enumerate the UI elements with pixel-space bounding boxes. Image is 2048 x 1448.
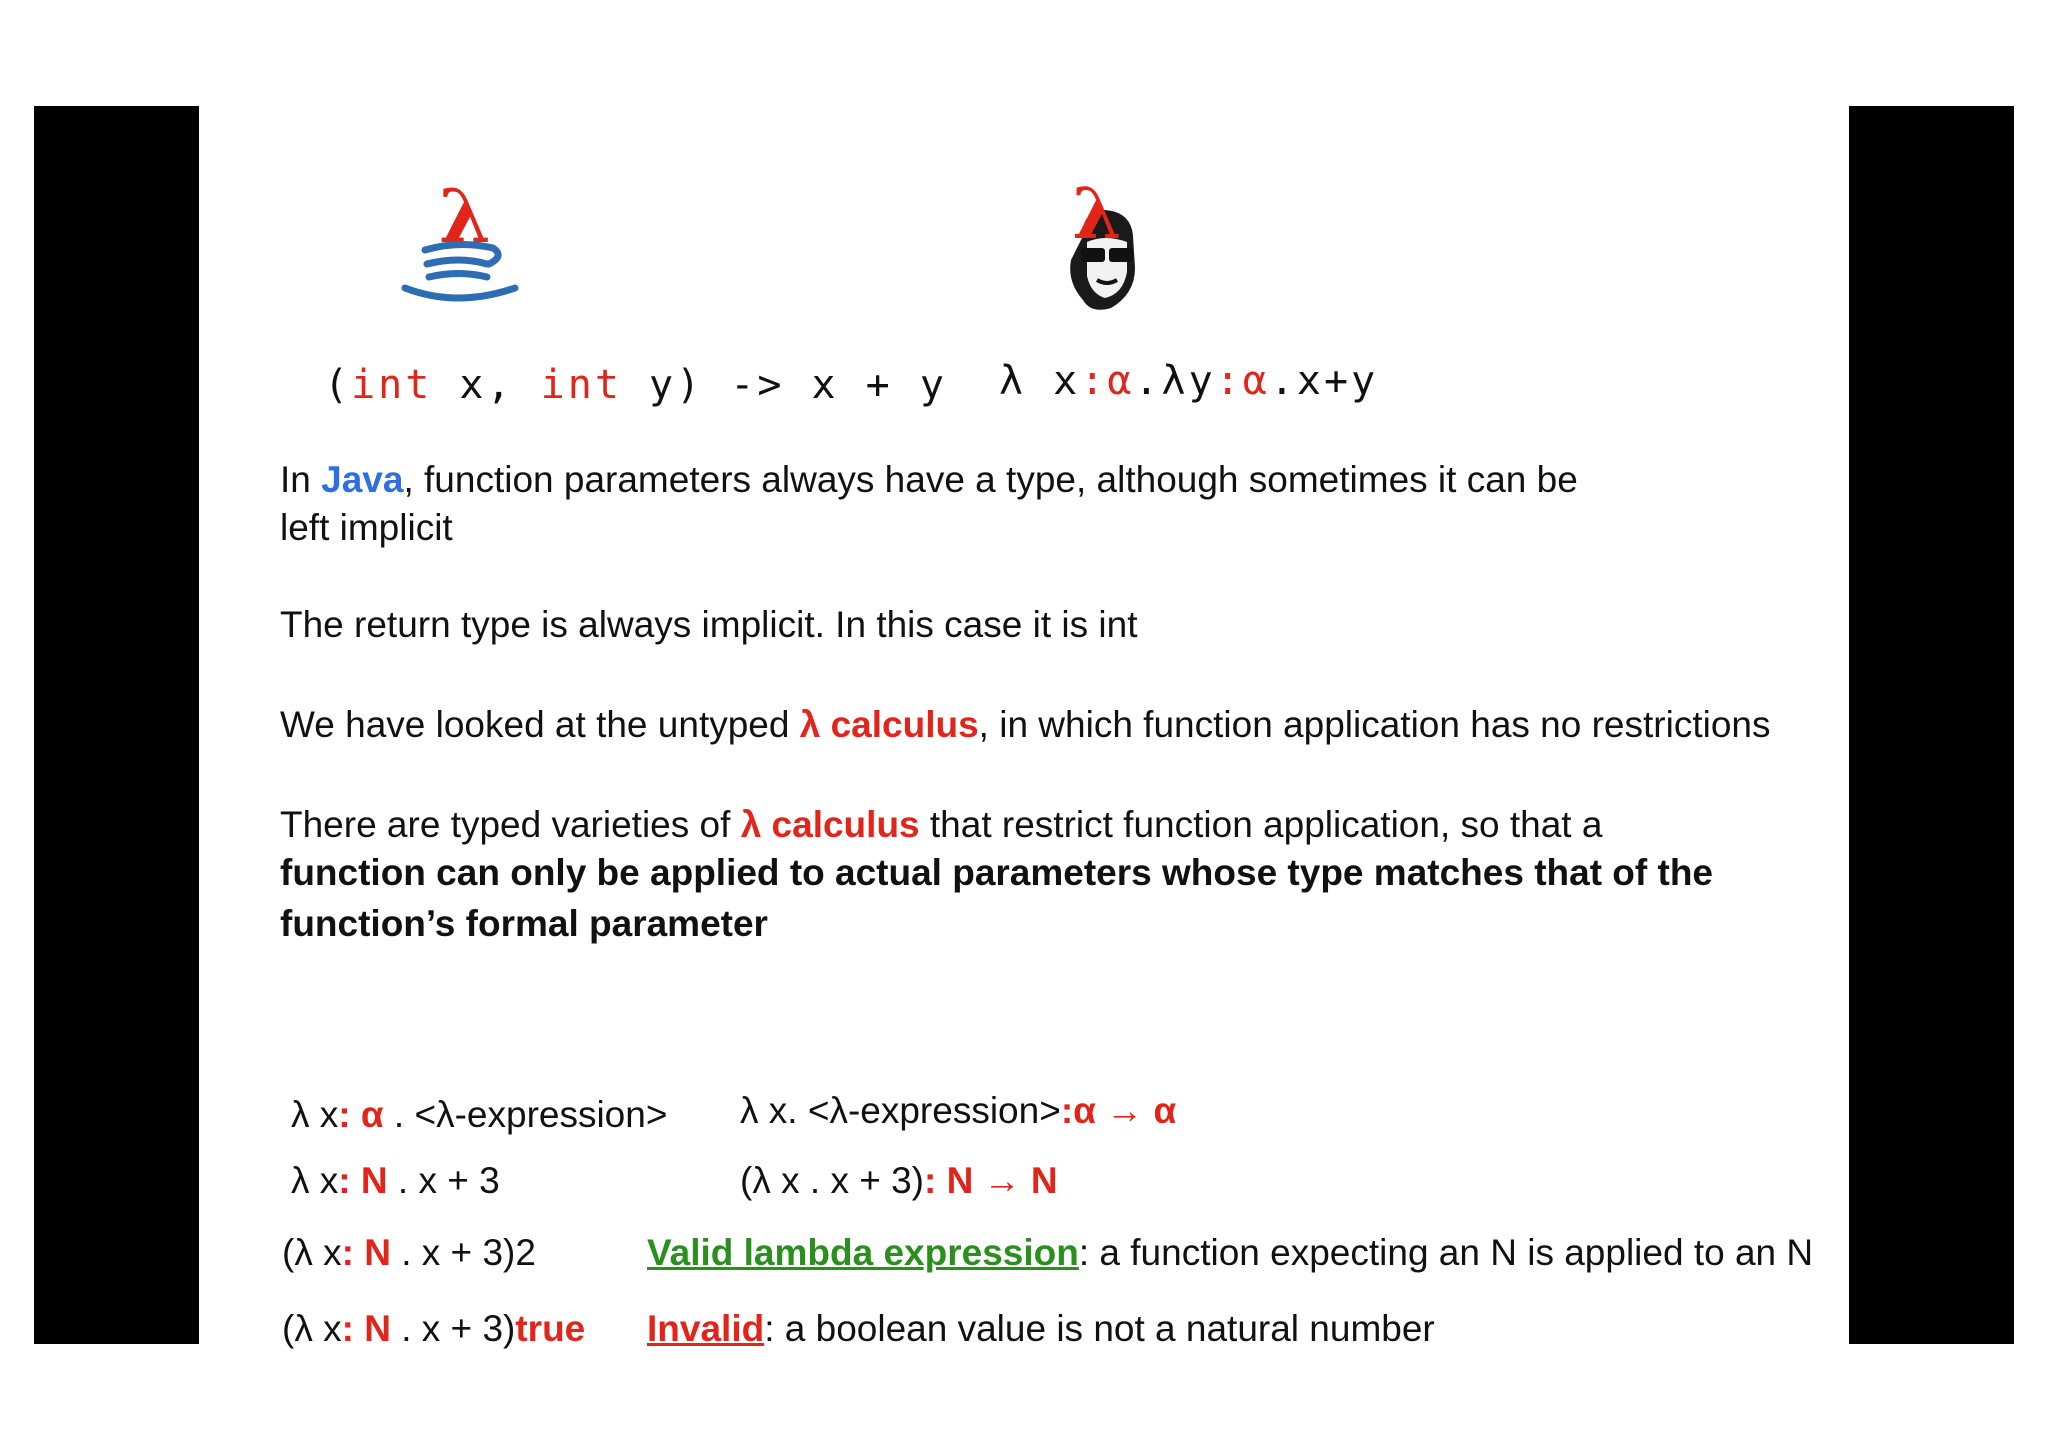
- svg-text:λ: λ: [439, 174, 491, 260]
- svg-text:λ: λ: [1072, 176, 1122, 255]
- expr-text: λ x: [291, 1094, 339, 1135]
- para-text: We have looked at the untyped: [280, 704, 800, 745]
- para-text: that restrict function application, so that a: [919, 804, 1603, 845]
- invalid-label: Invalid: [647, 1308, 765, 1349]
- expr-explanation: : a function expecting an N is applied to an N: [1078, 1232, 1814, 1273]
- code-type: :α: [1215, 358, 1270, 404]
- para-text: , function parameters always have a type, although sometimes it can be: [403, 459, 1578, 500]
- lambda-calculus-term: λ calculus: [799, 704, 979, 745]
- code-keyword: int: [540, 362, 622, 408]
- right-letterbox-bar: [1849, 106, 2014, 1344]
- code-type: :α: [1080, 358, 1135, 404]
- example-row-2-left: [291, 1157, 500, 1205]
- slide: [199, 106, 1849, 1349]
- typed-lambda-code: [999, 358, 1378, 404]
- para-bold-text: function’s formal parameter: [280, 903, 768, 944]
- code-text: λ x: [999, 358, 1081, 404]
- expr-argument: true: [515, 1308, 586, 1349]
- expr-text: λ x: [291, 1160, 339, 1201]
- code-text: .λy: [1134, 358, 1216, 404]
- expr-text: . x + 3: [387, 1160, 500, 1201]
- java-lambda-code: [324, 362, 947, 408]
- code-text: y) -> x + y: [621, 362, 947, 408]
- expr-text: . <λ-expression>: [383, 1094, 668, 1135]
- expr-type: : N: [338, 1160, 388, 1201]
- valid-label: Valid lambda expression: [647, 1232, 1079, 1273]
- java-lambda-logo-icon: [397, 172, 527, 312]
- example-row-3-right: [647, 1229, 1813, 1277]
- code-text: (: [324, 362, 352, 408]
- para-text: , in which function application has no restrictions: [978, 704, 1771, 745]
- example-row-1-left: [291, 1091, 667, 1139]
- expr-type: : N: [341, 1308, 391, 1349]
- expr-text: (λ x . x + 3): [740, 1160, 925, 1201]
- example-row-1-right: [740, 1087, 1176, 1135]
- para-text: left implicit: [280, 507, 453, 548]
- left-letterbox-bar: [34, 106, 199, 1344]
- expr-text: . x + 3): [390, 1308, 516, 1349]
- example-row-2-right: [740, 1157, 1058, 1205]
- code-text: x,: [432, 362, 541, 408]
- expr-text: λ x. <λ-expression>: [740, 1090, 1061, 1131]
- paragraph-typed-calculus: [280, 801, 1713, 948]
- para-text: In: [280, 459, 322, 500]
- para-bold-text: function can only be applied to actual parameters whose type matches that of the: [280, 852, 1714, 893]
- expr-type: : N → N: [924, 1160, 1058, 1201]
- expr-type: :α → α: [1060, 1090, 1177, 1131]
- expr-text: . x + 3)2: [390, 1232, 536, 1273]
- lambda-calculus-term: λ calculus: [740, 804, 920, 845]
- code-text: .x+y: [1269, 358, 1379, 404]
- code-keyword: int: [351, 362, 433, 408]
- paragraph-return-type: The return type is always implicit. In this case it is int: [280, 604, 1138, 645]
- expr-text: (λ x: [282, 1308, 342, 1349]
- expr-text: (λ x: [282, 1232, 342, 1273]
- example-row-4-right: [647, 1305, 1435, 1353]
- para-text: There are typed varieties of: [280, 804, 741, 845]
- expr-type: : N: [341, 1232, 391, 1273]
- example-row-4-left: [282, 1305, 585, 1353]
- java-keyword: Java: [321, 459, 404, 500]
- expr-explanation: : a boolean value is not a natural number: [764, 1308, 1435, 1349]
- paragraph-untyped-calculus: [280, 701, 1771, 749]
- example-row-3-left: [282, 1229, 536, 1277]
- expr-type: : α: [338, 1094, 384, 1135]
- church-lambda-portrait-icon: [1053, 176, 1153, 316]
- paragraph-java-types: [280, 456, 1578, 552]
